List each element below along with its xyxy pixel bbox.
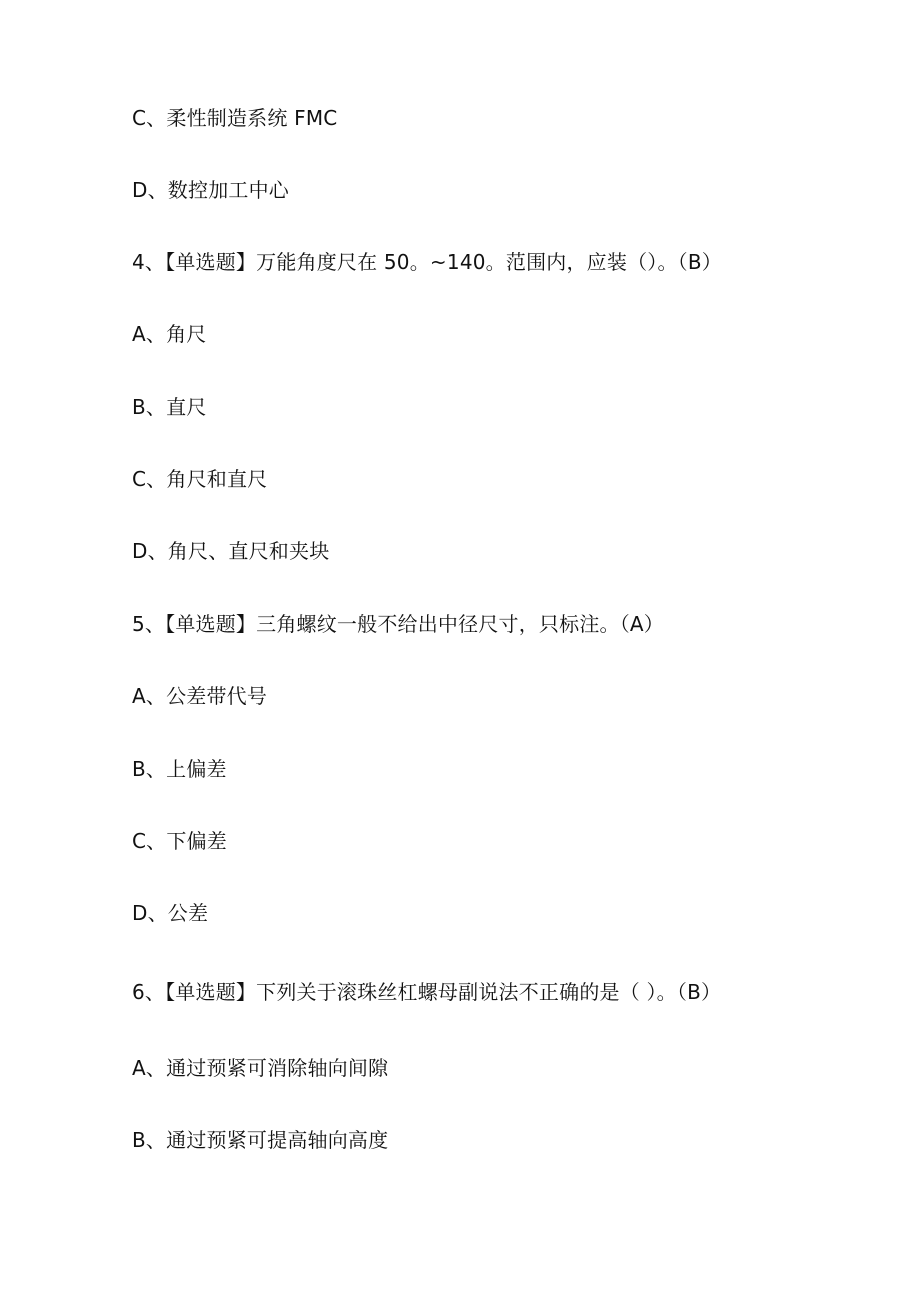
option-d-q3: D、数控加工中心 [132, 178, 290, 202]
option-d-q5: D、公差 [132, 901, 209, 925]
option-a-q5: A、公差带代号 [132, 684, 268, 708]
option-c-q5: C、下偏差 [132, 829, 227, 853]
option-a-q6: A、通过预紧可消除轴向间隙 [132, 1056, 389, 1080]
option-c-q3: C、柔性制造系统 FMC [132, 106, 338, 130]
option-b-q6: B、通过预紧可提高轴向高度 [132, 1128, 389, 1152]
option-b-q4: B、直尺 [132, 395, 207, 419]
question-6: 6、【单选题】下列关于滚珠丝杠螺母副说法不正确的是（ ）。（B） [132, 980, 722, 1004]
question-4: 4、【单选题】万能角度尺在 50。~140。范围内，应装（）。（B） [132, 250, 722, 274]
question-5: 5、【单选题】三角螺纹一般不给出中径尺寸，只标注。（A） [132, 612, 665, 636]
option-b-q5: B、上偏差 [132, 757, 227, 781]
option-d-q4: D、角尺、直尺和夹块 [132, 539, 330, 563]
option-c-q4: C、角尺和直尺 [132, 467, 268, 491]
option-a-q4: A、角尺 [132, 322, 207, 346]
